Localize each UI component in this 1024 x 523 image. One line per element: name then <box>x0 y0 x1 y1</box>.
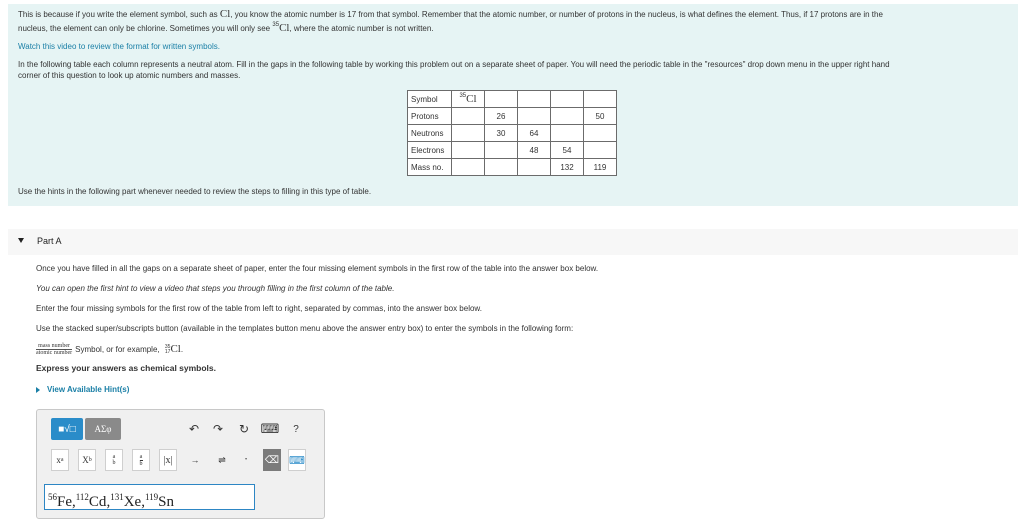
table-cell <box>485 142 518 159</box>
row-label: Mass no. <box>408 159 452 176</box>
reset-icon[interactable]: ↻ <box>238 422 250 436</box>
table-row <box>408 125 617 142</box>
table-cell <box>584 91 617 108</box>
answer-editor <box>36 409 325 519</box>
instruction-2: You can open the first hint to view a video that steps you through filling in the first column of the table. <box>36 284 395 293</box>
table-cell: 132 <box>551 159 584 176</box>
intro-paragraph-line3: In the following table each column represents a neutral atom. Fill in the gaps in the following table by working this problem out on a separate sheet of paper. You will need the periodic table in the "resources" drop down menu in the upper right hand <box>18 60 890 69</box>
table-cell <box>452 142 485 159</box>
symbol-form-example: mass number atomic number Symbol, or for example, 35 17 Cl. <box>36 343 184 357</box>
table-row <box>408 91 617 108</box>
equilibrium-arrow-key[interactable]: ⇌ <box>218 454 226 465</box>
superscript-key[interactable]: x a <box>51 449 69 471</box>
chlorine-symbol: Cl <box>219 8 231 20</box>
table-cell: 48 <box>518 142 551 159</box>
redo-icon[interactable]: ↷ <box>212 422 224 436</box>
row-label: Protons <box>408 108 452 125</box>
answer-symbol: Fe <box>57 494 72 510</box>
backspace-icon[interactable]: ⌫ <box>263 449 281 471</box>
intro-paragraph-line2: nucleus, the element can only be chlorine. Sometimes you will only see $^{35}$Cl, where the atomic number is not written. <box>18 22 434 34</box>
table-cell: 26 <box>485 108 518 125</box>
mass-over-atomic-stack: mass number atomic number <box>36 343 73 357</box>
table-cell <box>518 91 551 108</box>
answer-separator: , <box>72 494 76 510</box>
answer-symbol: Cd <box>88 494 107 510</box>
answer-mass-number: 112 <box>75 492 89 502</box>
table-cell: 119 <box>584 159 617 176</box>
table-cell <box>485 159 518 176</box>
table-cell: 64 <box>518 125 551 142</box>
part-a-header[interactable] <box>8 229 1018 255</box>
table-cell: $^{35}$Cl <box>452 91 485 108</box>
templates-button[interactable]: ■√□ <box>51 418 83 440</box>
table-cell <box>584 142 617 159</box>
table-cell: 54 <box>551 142 584 159</box>
subscript-key[interactable]: X b <box>78 449 96 471</box>
answer-symbol: Xe <box>123 494 142 510</box>
part-title[interactable]: Part A <box>37 236 62 246</box>
greek-symbols-button[interactable]: AΣφ <box>85 418 121 440</box>
table-cell <box>518 159 551 176</box>
table-cell <box>485 91 518 108</box>
collapse-caret-icon[interactable] <box>18 238 24 243</box>
table-row <box>408 108 617 125</box>
keyboard-toggle-icon[interactable]: ⌨ <box>288 449 306 471</box>
express-answers: Express your answers as chemical symbols. <box>36 363 217 373</box>
atoms-table <box>407 90 617 176</box>
table-cell <box>551 125 584 142</box>
table-cell <box>584 125 617 142</box>
undo-icon[interactable]: ↶ <box>188 422 200 436</box>
intro-paragraph-line1: This is because if you write the element symbol, such as Cl, you know the atomic number is 17 from that symbol. Remember that the atomic number, or number of protons in the nucleus, is what defines the element. Thus, if 17 protons are in the <box>18 8 883 20</box>
instruction-4: Use the stacked super/subscripts button (available in the templates button menu above the answer entry box) to enter the symbols in the following form: <box>36 324 574 333</box>
reaction-arrow-key[interactable]: → <box>190 455 200 465</box>
fraction-key[interactable]: $\frac{a}{b}$ <box>132 449 150 471</box>
answer-separator: , <box>106 494 111 510</box>
answer-mass-number: 131 <box>110 492 124 502</box>
table-cell: 30 <box>485 125 518 142</box>
answer-separator: , <box>141 494 145 510</box>
table-cell <box>452 159 485 176</box>
view-hints-link[interactable]: View Available Hint(s) <box>47 385 130 394</box>
video-link[interactable]: Watch this video to review the format for written symbols. <box>18 42 220 51</box>
table-cell <box>551 108 584 125</box>
table-cell: 50 <box>584 108 617 125</box>
row-label: Neutrons <box>408 125 452 142</box>
answer-mass-number: 56 <box>48 492 57 502</box>
answer-mass-number: 119 <box>144 492 159 502</box>
instruction-3: Enter the four missing symbols for the first row of the table from left to right, separated by commas, into the answer box below. <box>36 304 482 313</box>
dot-key[interactable]: • <box>244 457 248 463</box>
answer-input[interactable] <box>44 484 255 510</box>
table-cell <box>518 108 551 125</box>
table-cell <box>452 125 485 142</box>
absolute-value-key[interactable]: |x| <box>159 449 177 471</box>
instruction-1: Once you have filled in all the gaps on a separate sheet of paper, enter the four missing element symbols in the first row of the table into the answer box below. <box>36 264 599 273</box>
table-cell <box>551 91 584 108</box>
hint-expand-icon[interactable] <box>36 387 40 393</box>
table-cell <box>452 108 485 125</box>
keyboard-icon[interactable]: ⌨ <box>260 421 280 436</box>
hints-note: Use the hints in the following part whenever needed to review the steps to filling in this type of table. <box>18 187 372 196</box>
table-row <box>408 159 617 176</box>
row-label: Electrons <box>408 142 452 159</box>
answer-symbol: Sn <box>158 494 174 510</box>
help-icon[interactable]: ? <box>293 423 299 435</box>
table-row <box>408 142 617 159</box>
stacked-key[interactable]: a b <box>105 449 123 471</box>
intro-paragraph-line4: corner of this question to look up atomic numbers and masses. <box>18 71 241 80</box>
row-label: Symbol <box>408 91 452 108</box>
example-isotope-stack: 35 17 <box>164 343 171 355</box>
